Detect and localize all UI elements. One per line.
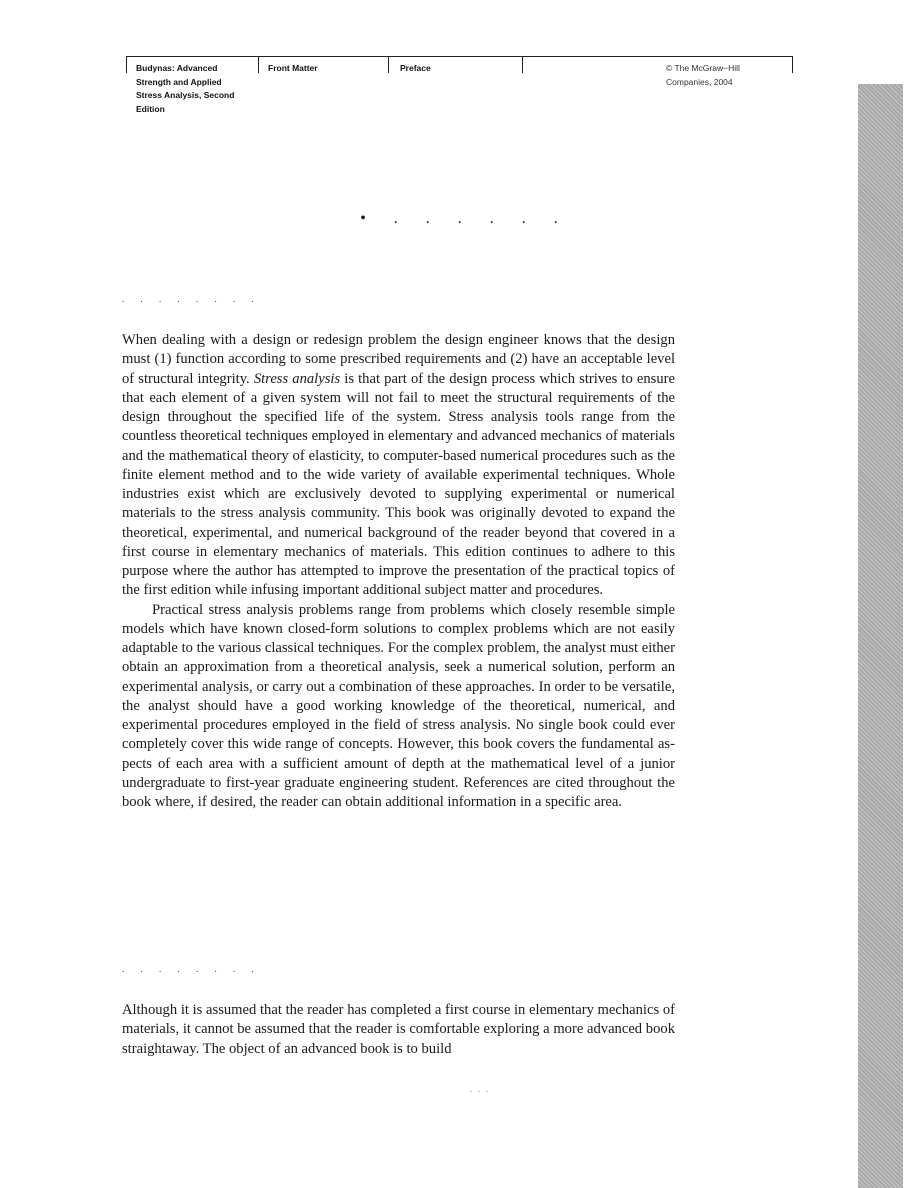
page-side-strip [858, 84, 903, 1188]
paragraph-2: Practical stress analysis problems range from problems which closely resemble simple models which have known closed-form solutions to complex problems which are not easily adaptable to the various classical techniques. For the complex problem, the analyst must either obtain an approximation from a theoretical analysis, seek a numerical solution, perform an experimental analysis, or carry out a combination of these approaches. In order to be versatile, the analyst should have a good working knowledge of the theoretical, numerical, and experimental procedures employed in the field of stress analysis. No single book could ever completely cover this wide range of concepts. However, this book covers the fundamental aspects of each area with a sufficient amount of depth at the mathematical level of a junior undergraduate to first-year graduate engineering student. References are cited throughout the book where, if desired, the reader can obtain additional information in a specific area. [122, 601, 675, 810]
chapter-title: • . . . . . . [360, 210, 570, 227]
header-chapter: Preface [400, 63, 431, 73]
section-2-body [122, 1001, 675, 1059]
header-section: Front Matter [268, 63, 318, 73]
header-book-title: Budynas: Advanced Strength and Applied Stress Analysis, Second Edition [136, 63, 235, 114]
paragraph-3: Although it is assumed that the reader has completed a first course in elementary mechanics of materials, it cannot be assumed that the reader is comfortable exploring a more advanced book straightaway. The object of an advanced book is to build [122, 1002, 675, 1057]
header-cell-blank [522, 57, 793, 73]
section-heading-1: . . . . . . . . [122, 294, 261, 304]
section-1-body [122, 331, 675, 812]
section-heading-2: . . . . . . . . [122, 964, 261, 974]
page-number: . . . [470, 1085, 490, 1094]
text-run: When dealing with a design or redesign problem the design engineer knows that the design must (1) function according to some prescribed requirements and (2) have an acceptable level of structural integrity. [122, 332, 675, 387]
emphasis-term: Stress analysis [253, 370, 341, 387]
text-run: is that part of the design process which strives to ensure that each element of a given system will not fail to meet the structural requirements of the design throughout the specified life of the system. Stress analysis tools range from the countless theoretical techniques employed in elementary and advanced mechanics of materials and the mathematical theory of elasticity, to computer-based numerical procedures such as the finite element method and to the wide variety of available experimental techniques. Whole industries exist which are exclusively devoted to supplying experimental or numerical materials to the stress analysis community. This book was originally devoted to expand the theoretical, experimental, and numerical background of the reader beyond that covered in a first course in elementary mechanics of materials. This edition continues to adhere to this purpose where the author has attempted to improve the presentation of the practical topics of the first edition while infusing important additional subject matter and procedures. [122, 370, 675, 599]
paragraph-1 [122, 331, 675, 601]
header-copyright: © The McGraw−Hill Companies, 2004 [666, 63, 740, 87]
